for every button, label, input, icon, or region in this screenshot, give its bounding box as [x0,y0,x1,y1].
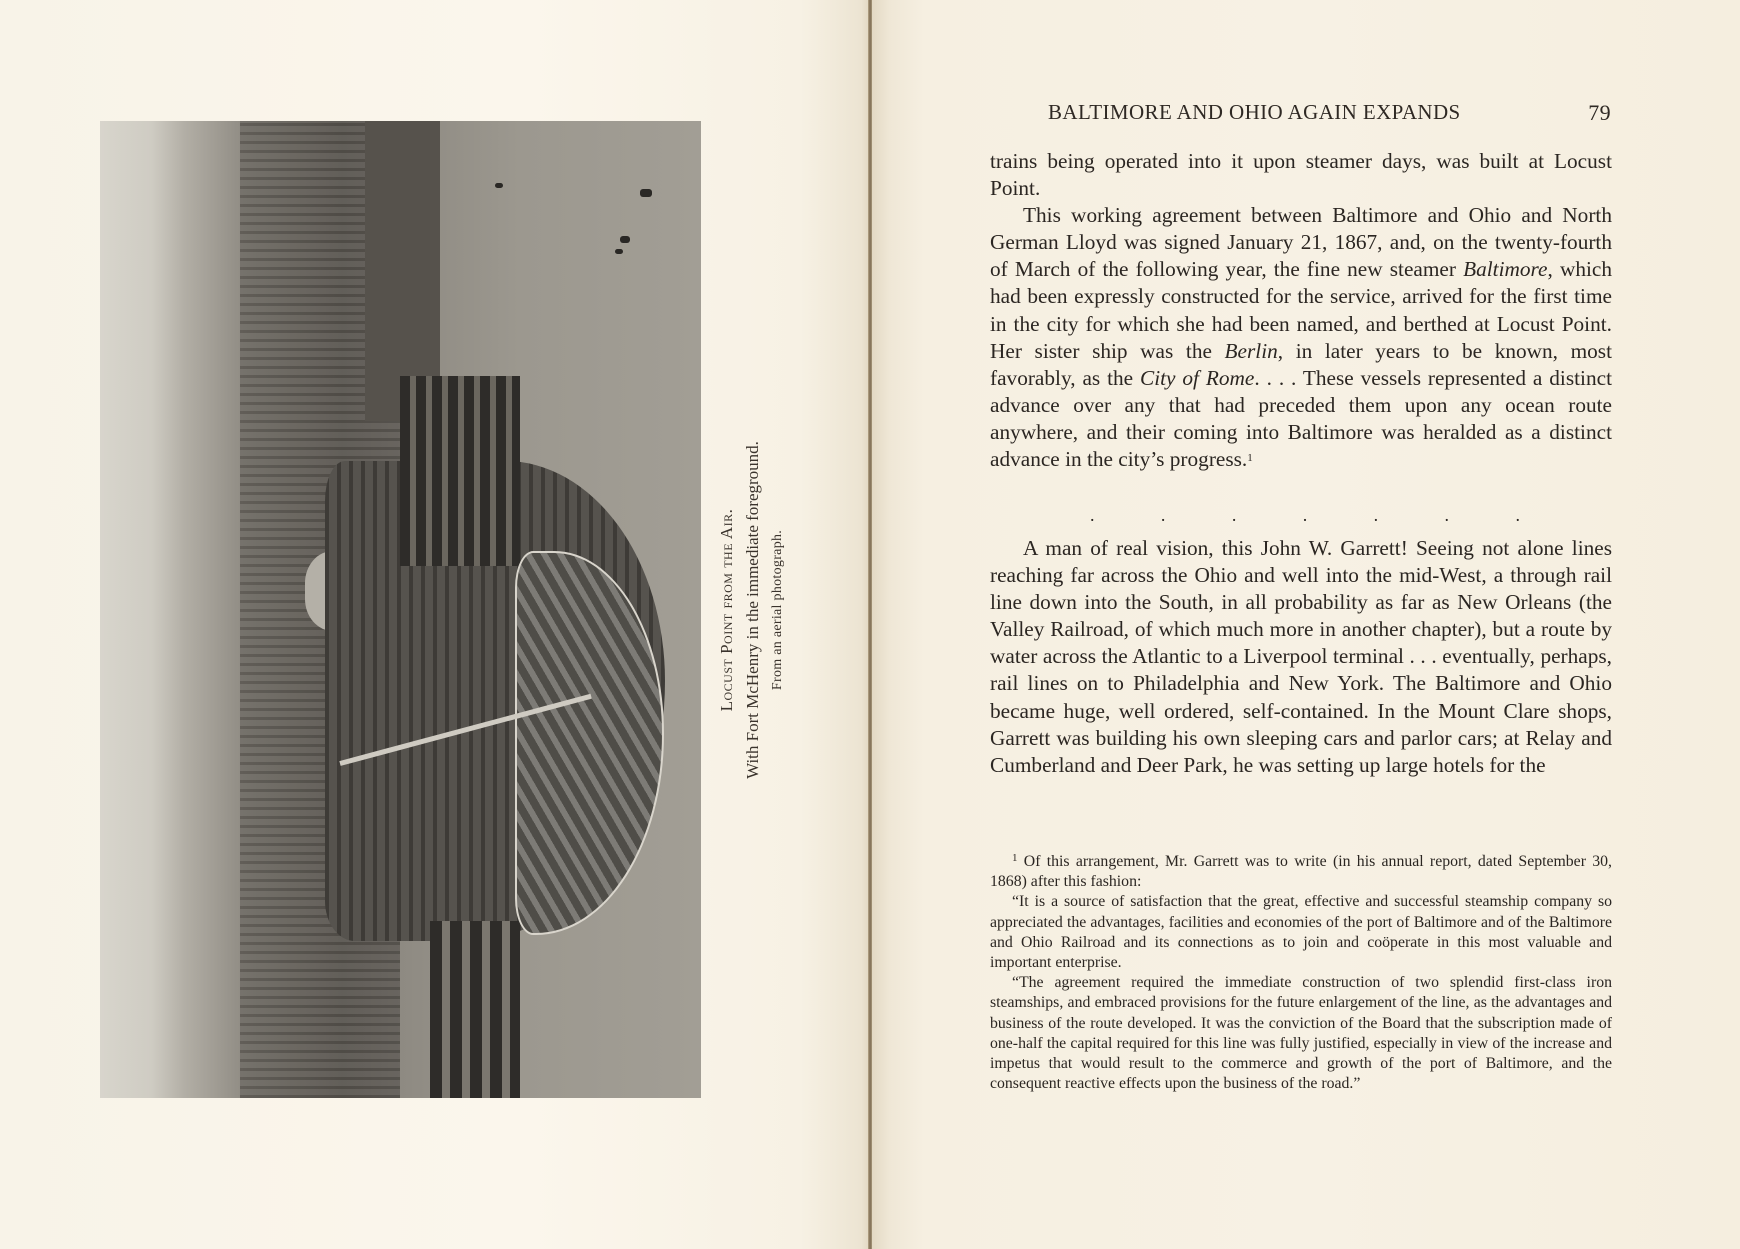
footnotes [990,852,1612,1094]
photo-piers-upper [400,376,520,566]
paragraph-2 [990,202,1612,473]
running-head-title: BALTIMORE AND OHIO AGAIN EXPANDS [1048,100,1461,124]
body-text-continued [990,535,1612,779]
body-text [990,148,1612,473]
caption-title: Locust Point from the Air. [717,508,736,712]
running-head [1048,100,1611,128]
footnote-quote-2: “The agreement required the immediate construction of two splendid first-class iron steamships, and embraced provisions for the future enlargement of the line, as the advantages and business of the route developed. It was the conviction of the Board that the subscription made of one-half the capital required for this line was fully justified, especially in view of the increase and impetus that would result to the commerce and growth of the port of Baltimore, and the consequent reactive effects upon the business of the road.” [990,974,1612,1093]
photo-sky [100,121,185,1098]
section-break-dot: . [1090,505,1095,525]
paragraph-2-text: . . . . These vessels represented a distinct advance over any that had preceded them upon any ocean route anywhere, and their coming into Baltimore was heralded as a distinct advance in the city’s progress. [990,365,1612,472]
photo-boat [615,249,623,254]
paragraph-2-text: , in later years to be known, most favorably, as the [990,338,1613,390]
ship-name-city-of-rome: City of Rome [1140,365,1255,390]
footnote-reference[interactable]: 1 [1247,452,1253,465]
section-break-dot: . [1373,505,1379,525]
section-break [1090,505,1520,525]
photo-boat [495,183,503,188]
paragraph-3: A man of real vision, this John W. Garrett! Seeing not alone lines reaching far across the Ohio and well into the mid-West, a through rail line down into the South, in all probability as far as New Orleans (the Valley Railroad, of which much more in another chapter), but a route by water across the Atlantic to a Liverpool terminal . . . eventually, perhaps, rail lines on to Philadelphia and New York. The Baltimore and Ohio became huge, well ordered, self-contained. In the Mount Clare shops, Garrett was building his own sleeping cars and parlor cars; at Relay and Cumberland and Deer Park, he was setting up large hotels for the [990,536,1612,777]
book-gutter [868,0,872,1249]
photo-caption [714,441,790,779]
footnote-1-text: Of this arrangement, Mr. Garrett was to write (in his annual report, dated September 30, 1868) after this fashion: [990,853,1612,891]
photo-haze [185,121,245,1098]
section-break-dot: . [1231,505,1237,525]
footnote-quote-1: “It is a source of satisfaction that the great, effective and successful steamship company so appreciated the advantages, facilities and economies of the port of Baltimore and of the Baltimore and Ohio Railroad and its connections as to join and coöperate in this most valuable and important enterprise. [990,893,1612,972]
photo-piers-lower [430,921,520,1098]
section-break-dot: . [1515,505,1520,525]
section-break-dot: . [1160,505,1166,525]
ship-name-berlin: Berlin [1224,338,1278,363]
footnote-marker: 1 [1012,852,1018,864]
photo-boat [620,236,630,243]
paragraph-2-text: , which had been expressly constructed for the service, arrived for the first time in the city for which she had been named, and berthed at Locust Point. Her sister ship was the [990,257,1612,363]
paragraph-1: trains being operated into it upon steamer days, was built at Locust Point. [990,149,1612,201]
paragraph-2-text: This working agreement between Baltimore and Ohio and North German Lloyd was signed January 21, 1867, and, on the twenty-fourth of March of the following year, the fine new steamer [990,203,1612,282]
section-break-dot: . [1444,505,1450,525]
aerial-photograph [100,121,701,1098]
ship-name-baltimore: Baltimore [1463,257,1548,282]
footnote-1 [990,852,1612,892]
photo-boat [640,189,652,197]
page-number: 79 [1588,100,1611,125]
section-break-dot: . [1302,505,1308,525]
caption-credit: From an aerial photograph. [770,529,785,691]
caption-subtitle: With Fort McHenry in the immediate foreground. [743,441,762,779]
